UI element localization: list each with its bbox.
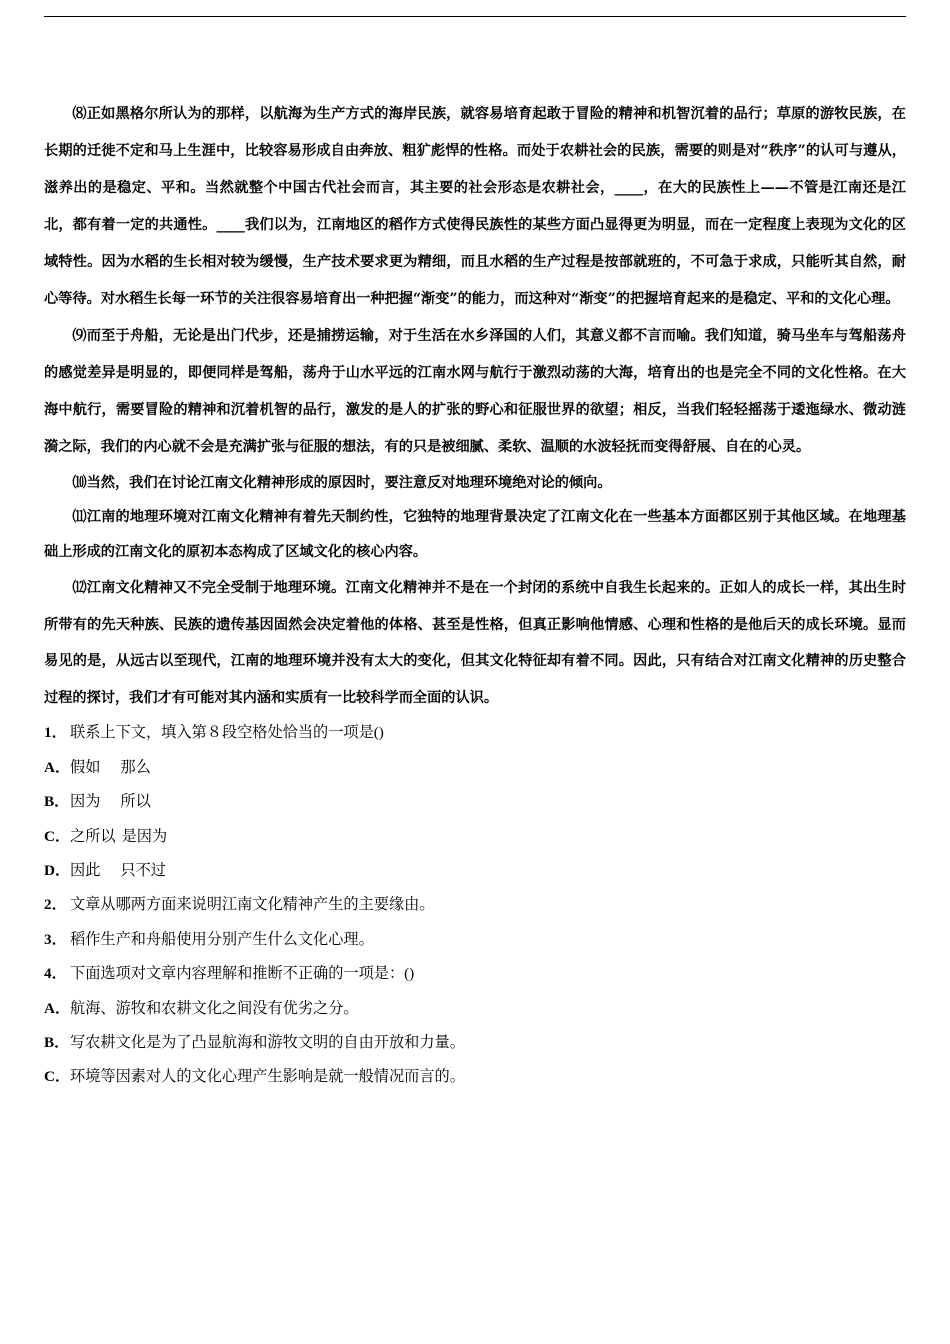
questions-section xyxy=(44,716,906,1094)
paragraph-8: ⑻正如黑格尔所认为的那样，以航海为生产方式的海岸民族，就容易培育起敢于冒险的精神和机智沉着的品行；草原的游牧民族，在长期的迁徙不定和马上生涯中，比较容易形成自由奔放、粗犷彪悍的性格。而处于农耕社会的民族，需要的则是对“秩序”的认可与遵从，滋养出的是稳定、平和。当然就整个中国古代社会而言，其主要的社会形态是农耕社会，____，在大的民族性上——不管是江南还是江北，都有着一定的共通性。____我们以为，江南地区的稻作方式使得民族性的某些方面凸显得更为明显，而在一定程度上表现为文化的区域特性。因为水稻的生长相对较为缓慢，生产技术要求更为精细，而且水稻的生产过程是按部就班的，不可急于求成，只能听其自然，耐心等待。对水稻生长每一环节的关注很容易培育出一种把握“渐变”的能力，而这种对“渐变”的把握培育起来的是稳定、平和的文化心理。 xyxy=(44,106,906,307)
option-letter: D． xyxy=(44,862,71,879)
option-letter: A． xyxy=(44,758,71,776)
paragraph-9: ⑼而至于舟船，无论是出门代步，还是捕捞运输，对于生活在水乡泽国的人们，其意义都不言而喻。我们知道，骑马坐车与驾船荡舟的感觉差异是明显的，即便同样是驾船，荡舟于山水平远的江南水网与航行于激烈动荡的大海，培育出的也是完全不同的文化性格。在大海中航行，需要冒险的精神和沉着机智的品行，激发的是人的扩张的野心和征服世界的欲望；相反，当我们轻轻摇荡于逶迤绿水、微动涟漪之际，我们的内心就不会是充满扩张与征服的想法，有的只是被细腻、柔软、温顺的水波轻抚而变得舒展、自在的心灵。 xyxy=(44,328,906,455)
option-word-2: 只不过 xyxy=(120,862,166,879)
question-text: 文章从哪两方面来说明江南文化精神产生的主要缘由。 xyxy=(70,896,435,914)
question-text: 联系上下文，填入第８段空格处恰当的一项是() xyxy=(70,724,384,742)
option-word-1: 假如 xyxy=(70,758,101,776)
question-1-option-b xyxy=(44,785,906,819)
question-text: 稻作生产和舟船使用分别产生什么文化心理。 xyxy=(70,930,374,948)
question-4-option-b xyxy=(44,1026,906,1060)
question-4-option-c xyxy=(44,1060,906,1094)
question-text: 下面选项对文章内容理解和推断不正确的一项是：() xyxy=(70,965,415,983)
question-3 xyxy=(44,923,906,957)
document-body xyxy=(44,96,906,1095)
question-1-option-c xyxy=(44,820,906,854)
option-letter: B． xyxy=(44,793,70,811)
option-text: 航海、游牧和农耕文化之间没有优劣之分。 xyxy=(70,999,359,1017)
question-1 xyxy=(44,716,906,750)
question-number: 3． xyxy=(44,930,67,948)
option-text: 写农耕文化是为了凸显航海和游牧文明的自由开放和力量。 xyxy=(70,1034,465,1052)
option-letter: C． xyxy=(44,1068,71,1086)
question-1-option-d xyxy=(44,854,906,888)
option-letter: C． xyxy=(44,827,71,845)
option-word-1: 因此 xyxy=(70,862,101,879)
option-text: 环境等因素对人的文化心理产生影响是就一般情况而言的。 xyxy=(70,1068,465,1086)
option-word-1: 因为 xyxy=(70,793,101,811)
question-number: 4． xyxy=(44,965,67,983)
question-number: 2． xyxy=(44,896,67,914)
option-letter: A． xyxy=(44,999,71,1017)
header-rule xyxy=(44,16,906,17)
option-letter: B． xyxy=(44,1034,70,1052)
option-word-1: 之所以 xyxy=(70,827,116,845)
paragraph-11: ⑾江南的地理环境对江南文化精神有着先天制约性，它独特的地理背景决定了江南文化在一些基本方面都区别于其他区域。在地理基础上形成的江南文化的原初本态构成了区域文化的核心内容。 xyxy=(44,509,906,560)
question-2 xyxy=(44,888,906,922)
question-1-option-a xyxy=(44,751,906,785)
option-word-2: 那么 xyxy=(120,758,151,776)
question-number: 1． xyxy=(44,724,67,742)
option-word-2: 是因为 xyxy=(121,827,168,845)
question-4-option-a xyxy=(44,992,906,1026)
paragraph-12: ⑿江南文化精神又不完全受制于地理环境。江南文化精神并不是在一个封闭的系统中自我生长起来的。正如人的成长一样，其出生时所带有的先天种族、民族的遗传基因固然会决定着他的体格、甚至是性格，但真正影响他情感、心理和性格的是他后天的成长环境。显而易见的是，从远古以至现代，江南的地理环境并没有太大的变化，但其文化特征却有着不同。因此，只有结合对江南文化精神的历史整合过程的探讨，我们才有可能对其内涵和实质有一比较科学而全面的认识。 xyxy=(44,580,906,706)
option-word-2: 所以 xyxy=(120,793,151,811)
question-4 xyxy=(44,957,906,991)
paragraph-10: ⑽当然，我们在讨论江南文化精神形成的原因时，要注意反对地理环境绝对论的倾向。 xyxy=(72,475,612,491)
